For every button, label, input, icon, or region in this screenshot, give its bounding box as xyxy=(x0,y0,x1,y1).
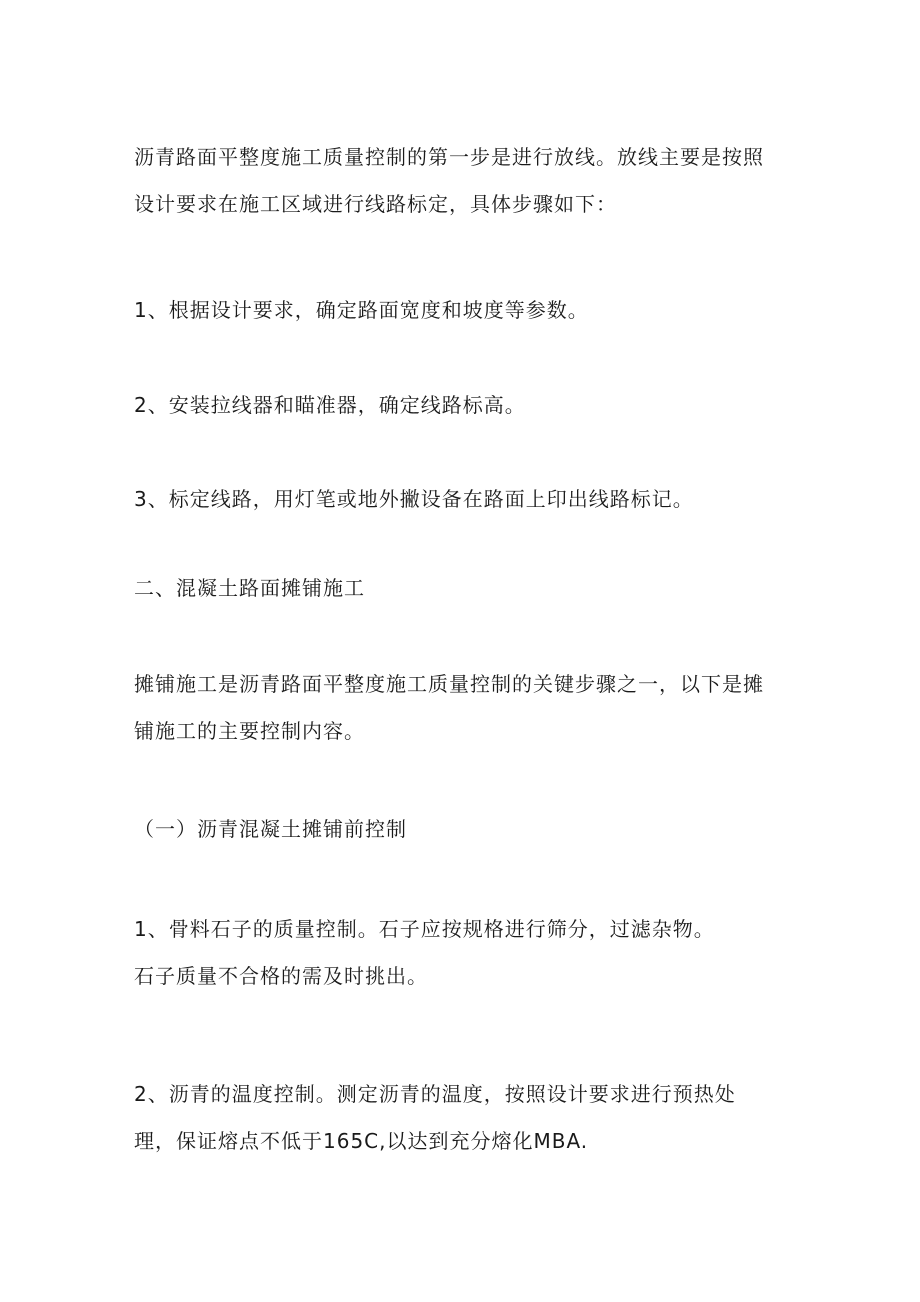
step-3-paragraph xyxy=(134,476,794,523)
text-line: （一）沥青混凝土摊铺前控制 xyxy=(134,817,407,841)
item-2-paragraph xyxy=(134,1071,794,1165)
text-line: 二、混凝土路面摊铺施工 xyxy=(134,576,365,600)
text-line: 1、骨料石子的质量控制。石子应按规格进行筛分，过滤杂物。 xyxy=(134,917,715,941)
text-line: 石子质量不合格的需及时挑出。 xyxy=(134,964,428,988)
text-line: 3、标定线路，用灯笔或地外撇设备在路面上印出线路标记。 xyxy=(134,487,694,511)
text-line: 1、根据设计要求，确定路面宽度和坡度等参数。 xyxy=(134,298,589,322)
section-heading xyxy=(134,565,794,612)
text-line: 摊铺施工是沥青路面平整度施工质量控制的关键步骤之一，以下是摊 xyxy=(134,672,764,696)
section-intro-paragraph xyxy=(134,661,794,755)
item-1-paragraph xyxy=(134,906,794,1000)
step-2-paragraph xyxy=(134,382,794,429)
text-line: 设计要求在施工区域进行线路标定，具体步骤如下： xyxy=(134,192,617,216)
subsection-heading xyxy=(134,806,794,853)
intro-paragraph xyxy=(134,134,794,228)
text-line: 2、安装拉线器和瞄准器，确定线路标高。 xyxy=(134,393,526,417)
text-line: 沥青路面平整度施工质量控制的第一步是进行放线。放线主要是按照 xyxy=(134,145,764,169)
step-1-paragraph xyxy=(134,287,794,334)
text-line: 2、沥青的温度控制。测定沥青的温度，按照设计要求进行预热处 xyxy=(134,1082,736,1106)
text-line: 理，保证熔点不低于165C,以达到充分熔化MBA. xyxy=(134,1129,589,1153)
text-line: 铺施工的主要控制内容。 xyxy=(134,719,365,743)
